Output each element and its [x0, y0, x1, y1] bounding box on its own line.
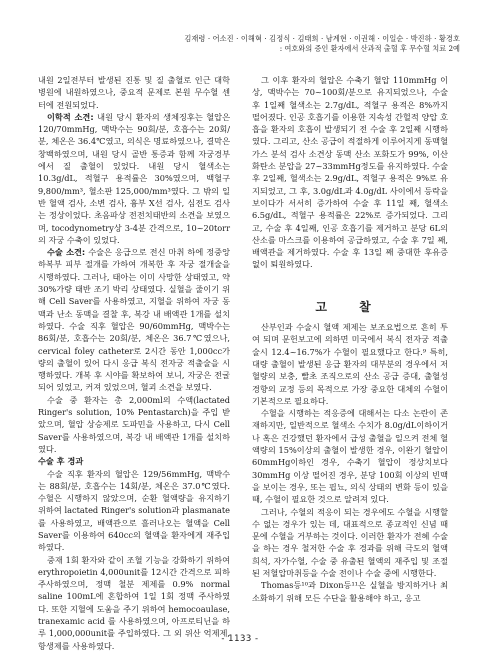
section-heading-discussion: 고 찰 [315, 299, 385, 314]
paragraph-intraop-fluids: 수술 중 환자는 총 2,000ml의 수액(lactated Ringer's solution, 10% Pentastarch)을 주입 받았으며, 혈압 상승제로 도파민을 사용하고, 다시 Cell Saver를 사용하였으며, 복강 내 배액관 1개를 설치하였다. [38, 394, 230, 454]
left-column [38, 74, 230, 652]
subheading-postop-course: 수술 후 경과 [38, 456, 84, 467]
paragraph-intro: 내원 2일전부터 발생된 진통 및 질 출혈로 인근 대학 병원에 내원하였으나, 중요적 문제로 본원 무수혈 센터에 전원되었다. [38, 75, 230, 110]
header-article-title: : 여호와의 증인 환자에서 산과적 출혈 후 무수혈 치료 2예 [279, 44, 460, 53]
paragraph-text: 내원 당시 환자의 생체징후는 혈압은 120/70mmHg, 맥박수는 90회/분, 호흡수는 20회/분, 체온은 36.4℃였고, 의식은 명료하였으나, 결막은 창백하였으며, 내원 당시 골반 통증과 함께 자궁경부에서 질 출혈이 있었다. 내원 당시 혈색소는 10.3g/dL, 적혈구 용적률은 30%였으며, 백혈구 9,800/mm³, 혈소판 125,000/mm³였다. 그 밖의 일반 혈액 검사, 소변 검사, 흉부 X선 검사, 심전도 검사는 정상이었다. 초음파상 전전치태반의 소견을 보였으며, tocodynometry상 3-4분 간격으로, 10~20torr의 자궁 수축이 있었다. [38, 111, 231, 245]
paragraph-text: 수술은 응급으로 전신 마취 하에 정중앙 하복부 피부 절개를 가하여 개복한 후 자궁 절개술을 시행하였다. 그러나, 태아는 이미 사망한 상태였고, 약 30%가량 태반 조기 박리 상태였다. 실혈을 줄이기 위해 Cell Saver를 사용하였고, 지혈을 위하여 자궁 동맥과 난소 동맥을 결찰 후, 복강 내 배액관 1개를 설치하였다. 수술 직후 혈압은 90/60mmHg, 맥박수는 86회/분, 호흡수는 20회/분, 체온은 36.7℃였으나, cervical foley catheter로 2시간 동안 1,000cc가량의 출혈이 있어 다시 응급 복식 전자궁 적출술을 시행하였다. 개복 후 시야를 확보하여 보니, 자궁은 전굴되어 있었고, 커져 있었으며, 혈괴 소견을 보였다. [38, 247, 230, 393]
paragraph-postop-medication: 중재 1회 환자와 같이 조혈 기능을 강화하기 위하여 erythropoietin 4,000unit를 12시간 간격으로 피하 주사하였으며, 정맥 철분 제제를 0.9% normal saline 100mL에 혼합하여 1일 1회 정맥 주사하였다. 또한 지혈에 도움을 주기 위하여 hemocoaulase, tranexamic acid 를 사용하였으며, 아프로티닌을 하루 1,000,000unit를 주입하였다. 그 외 위산 억제제, 항생제를 사용하였다. [38, 554, 230, 651]
section-gap [252, 271, 448, 299]
paragraph-discussion-3: 그러나, 수혈의 적응이 되는 경우에도 수혈을 시행할 수 없는 경우가 있는 데, 대표적으로 종교적인 신념 때문에 수혈을 거부하는 것이다. 이러한 환자가 전혜 수술을 하는 경우 철저한 수술 후 경과를 위해 극도의 혈액희석, 자가수혈, 수술 중 유출된 혈액의 재주입 및 조절된 저혈압마취등을 수술 전이나 수술 중에 시행한다. [252, 506, 448, 578]
running-header [160, 34, 460, 54]
paragraph-physical-findings [38, 111, 230, 246]
subheading-physical-findings: 이학적 소견: [47, 111, 94, 122]
right-column [252, 74, 448, 604]
paragraph-discussion-2: 수혈을 시행하는 적응증에 대해서는 다소 논란이 존재하지만, 일반적으로 혈색소 수치가 8.0g/dL이하이거나 혹은 건강했던 환자에서 급성 출혈을 일으켜 전체 혈액량의 15%이상의 출혈이 발생한 경우, 이완기 혈압이 60mmHg이하인 경우, 수축기 혈압이 정상치보다 30mmHg 이상 떨어진 경우, 분당 100회 이상의 빈맥을 보이는 경우, 또는 핍뇨, 의식 상태의 변화 등이 있을 때, 수혈이 필요한 것으로 알려져 있다. [252, 408, 448, 505]
subheading-surgical-findings: 수술 소견: [47, 247, 86, 258]
page-number: - 1133 - [221, 634, 259, 644]
paragraph-postop-vitals: 수술 직후 환자의 혈압은 129/56mmHg, 맥박수는 88회/분, 호흡수는 14회/분, 체온은 37.0℃였다. 수혈은 시행하지 않았으며, 순환 혈액량을 유지하기 위하여 lactated Ringer's solution과 plasmanate를 사용하였고, 배액관으로 흘러나오는 혈액을 Cell Saver를 이용하여 640cc의 혈액을 환자에게 재주입하였다. [38, 468, 230, 553]
header-authors: 김재령 · 어소진 · 이해혁 · 김정식 · 김태희 · 남계현 · 이권해 · 이일순 · 박진하 · 황경호 [184, 34, 460, 43]
paragraph-surgical-findings [38, 246, 230, 394]
paragraph-discussion-1: 산부인과 수술시 혈액 제제는 보조요법으로 흔히 투여 되며 문헌보고에 의하면 미국에서 복식 전자궁 적출술시 12.4~16.7%가 수혈이 필요했다고 한다.⁹ 특히, 대량 출혈이 발생된 응급 환자의 대부분의 경우에서 저혈량의 보충, 빨초 조직으로의 산소 공급 증대, 출혈성 경향의 교정 등의 목적으로 가장 중요한 대체의 수혈이 기본적으로 필요하다. [252, 322, 448, 406]
paragraph-discussion-4: Thomas등¹⁰과 Dixon등¹¹은 실혈을 방지하거나 최소화하기 위해 모든 수단을 활용해야 하고, 응고 [252, 580, 448, 603]
paragraph-postop-recovery: 그 이후 환자의 혈압은 수축기 혈압 110mmHg 이상, 맥박수는 70~100회/분으로 유지되었으나, 수술 후 1일째 혈색소는 2.7g/dL, 적혈구 용적은 8%까지 떨어졌다. 인공 호흡기를 이용한 지속성 간헐적 양압 호흡을 환자의 호흡이 발생되기 전 수술 후 2일째 시행하였다. 그리고, 산소 공급이 적절하게 이루어지게 동맥혈 가스 분석 검사 소견상 동맥 산소 포화도가 99%, 이산화탄소 분압을 27~33mmHg정도를 유지하였다. 수술 후 2일째, 혈색소는 2.9g/dL, 적혈구 용적은 9%로 유지되었고, 그 후, 3.0g/dL과 4.0g/dL 사이에서 등락을 보이다가 서서히 증가하여 수술 후 11일 째, 혈색소 6.5g/dL, 적혈구 용적률은 22%로 증가되었다. 그리고, 수술 후 4일째, 인공 호흡기를 제거하고 분당 6L의 산소를 마스크를 이용하여 공급하였고, 수술 후 7일 째, 배액관을 제거하였다. 수술 후 13일 째 중대한 후유증 없이 퇴원하였다. [252, 75, 448, 270]
